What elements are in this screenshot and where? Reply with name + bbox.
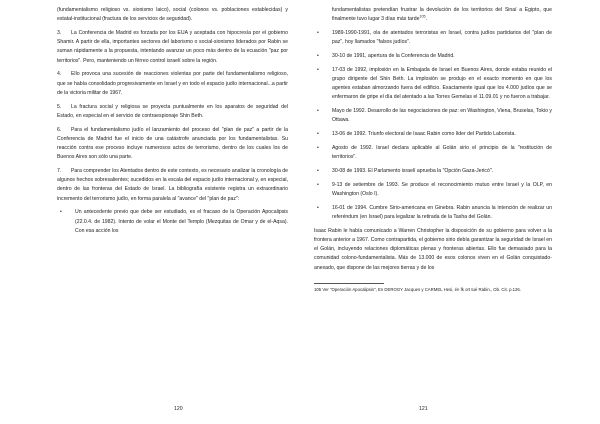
- numbered-paragraph: [57, 29, 288, 66]
- carryover-text: [314, 6, 552, 24]
- bullet-text: 30-08 de 1993. El Parlamento israelí aprueba la "Opción Gaza-Jericó".: [332, 168, 494, 174]
- bullet-item: [314, 107, 552, 125]
- bullet-text: 13-06 de 1992. Triunfo electoral de Isaac Rabin como líder del Partido Laborista.: [332, 131, 516, 138]
- right-page: [300, 0, 600, 424]
- bullet-marker: •: [317, 168, 319, 174]
- paragraph-number: 5.: [57, 103, 62, 110]
- footnote: 105 Ver "Operación Apocalipsis", En DEROGY Jacques y CARMEL Hesi, én fk ort tué Rabin., Ob. Cit. p.126.: [314, 286, 522, 292]
- bullet-text: 16-01 de 1994. Cumbre Sirio-americana en Ginebra. Rabin anuncia la intención de realizar un referéndum (en Israel) para legalizar la retirada de la Tasha del Golán.: [332, 204, 552, 220]
- carryover-end: .: [425, 16, 427, 23]
- bullet-text: Agosto de 1992. Israel declara aplicable al Golán sirio el principio de la "restitución de territorios".: [332, 145, 552, 161]
- bullet-text: 17-03 de 1992, implosión en la Embajada de Israel en Buenos Aires, donde estaba reunido el grupo dirigente del Shin Beth. La implosión se produjo en el exacto momento en que los agentes estaban almorzando fuera del edificio. Exactamente igual que los 4.000 judíos que se enfermaron de gripe el día del atentado a las Torres Gemelas el 11.09.01 y no fueron a trabajar.: [332, 66, 552, 101]
- bullet-text: 30-10 de 1991, apertura de la Conferencia de Madrid.: [332, 53, 455, 59]
- bullet-item: [314, 130, 552, 139]
- bullet-item: [314, 66, 552, 103]
- bullet-marker: •: [317, 108, 319, 115]
- numbered-paragraph: [57, 126, 288, 163]
- bullet-marker: •: [317, 53, 319, 59]
- page-number: 120: [174, 406, 183, 412]
- bullet-text: 9-13 de setiembre de 1993. Se produce el reconocimiento mutuo entre Israel y la OLP, en Washington (Oslo I).: [332, 181, 552, 197]
- bullet-item: [314, 204, 552, 222]
- bullet-marker: •: [317, 30, 319, 36]
- closing-paragraph: Isaac Rabin le había comunicado a Warren Christopher la disposición de su gobierno para volver a la frontera anterior a 1967. Como contrapartida, el gobierno sirio debía garantizar la seguridad de Israel en el Golán, incluyendo relaciones diplomáticas plenas y fronteras abiertas. Ello fue demasiado para la comunidad colono-fundamentalista. Más de 13.000 de esos colonos viven en el Golán conquistado-anexado, que dispone de las mejores tierras y de los: [314, 227, 552, 271]
- bullet-item: [57, 208, 288, 236]
- numbered-paragraph: [57, 70, 288, 98]
- paragraph-number: 3.: [57, 30, 62, 36]
- paragraph-number: 7.: [57, 168, 62, 175]
- bullet-item: [314, 52, 552, 61]
- numbered-paragraph: [57, 103, 288, 121]
- bullet-item: [314, 29, 552, 47]
- paragraph-text: Ello provoca una sucesión de reacciones violentas por parte del fundamentalismo religioso, que se había consolidado progresivamente en Israel y en todo el espacio judío internacional...a partir de la victoria militar de 1967.: [57, 71, 288, 96]
- bullet-item: [314, 144, 552, 162]
- paragraph-text: La Conferencia de Madrid es forzada por los EUA y aceptada con hipocresía por el gobierno Shamir. A partir de ella, importantes sectores del laborismo o social-sionismo liderados por Rabin se suman rápidamente a la propuesta, intentando avanzar un poco más dentro de la ecuación "paz por territorios". Pero, manteniendo un férreo control israelí sobre la región.: [57, 30, 288, 64]
- bullet-item: [314, 167, 552, 176]
- bullet-marker: •: [317, 181, 319, 188]
- paragraph-number: 4.: [57, 71, 62, 78]
- paragraph-text: Para comprender los Atentados dentro de este contexto, es necesario analizar la cronología de algunos hechos sobresalientes; sucedidos en la escala del espacio judío internacional y, en especial, dentro de las fronteras del Estado de Israel. La bibliografía existente registra un extraordinario incremento del terrorismo judío, en forma paralela al "avance" del "plan de paz":: [57, 168, 288, 202]
- bullet-item: [314, 181, 552, 199]
- paragraph-text: Para el fundamentalismo judío el lanzamiento del proceso del "plan de paz" a partir de la Conferencia de Madrid fue el inicio de una catástrofe anunciada por los fundamentalistas. Su reacción contra ese proceso incluye numerosos actos de terrorismo, dentro de los cuales los de Buenos Aires son sólo una parte.: [57, 126, 288, 161]
- bullet-list: [57, 208, 288, 236]
- bullet-marker: •: [60, 209, 62, 216]
- carryover-body: fundamentalistas pretendían frustrar la devolución de los territorios del Sinaí a Egipto, que finalmente tuvo lugar 3 días más tarde: [332, 7, 552, 23]
- numbered-paragraph: [57, 167, 288, 204]
- footnote-divider: [314, 283, 384, 284]
- bullet-text: 1989-1990-1991, ola de atentados terroristas en Israel, contra judíos partidarios del "plan de paz", hoy llamados "falsos judíos".: [332, 30, 552, 46]
- bullet-text: Un antecedente previo que debe ser estudiado, es el fracaso de la Operación Apocalipsis (22.0.4. de 1982). Intento de volar el Monte del Templo (Mezquitas de Omar y de el-Aqsa). Con esa acción los: [75, 209, 288, 234]
- bullet-text: Mayo de 1992. Desarrollo de las negociaciones de paz: en Washington, Viena, Bruselas, Tokio y Ottawa.: [332, 108, 552, 124]
- chronology-list: [314, 29, 552, 222]
- paragraph-text: La fractura social y religiosa se proyecta puntualmente en los aparatos de seguridad del Estado, en especial en el servicio de contraespionaje Shin Beth.: [57, 103, 288, 119]
- footnote-reference: 105: [419, 14, 426, 19]
- page-number: 121: [419, 406, 428, 412]
- intro-paragraph: (fundamentalismo religioso vs. sionismo laico), social (colonos vs. poblaciones establecidas) y estatal-institucional (fractura de los servicios de seguridad).: [57, 7, 288, 23]
- paragraph-number: 6.: [57, 126, 62, 133]
- bullet-marker: •: [317, 131, 319, 138]
- bullet-marker: •: [317, 145, 319, 151]
- bullet-marker: •: [317, 204, 319, 211]
- bullet-marker: •: [317, 66, 319, 73]
